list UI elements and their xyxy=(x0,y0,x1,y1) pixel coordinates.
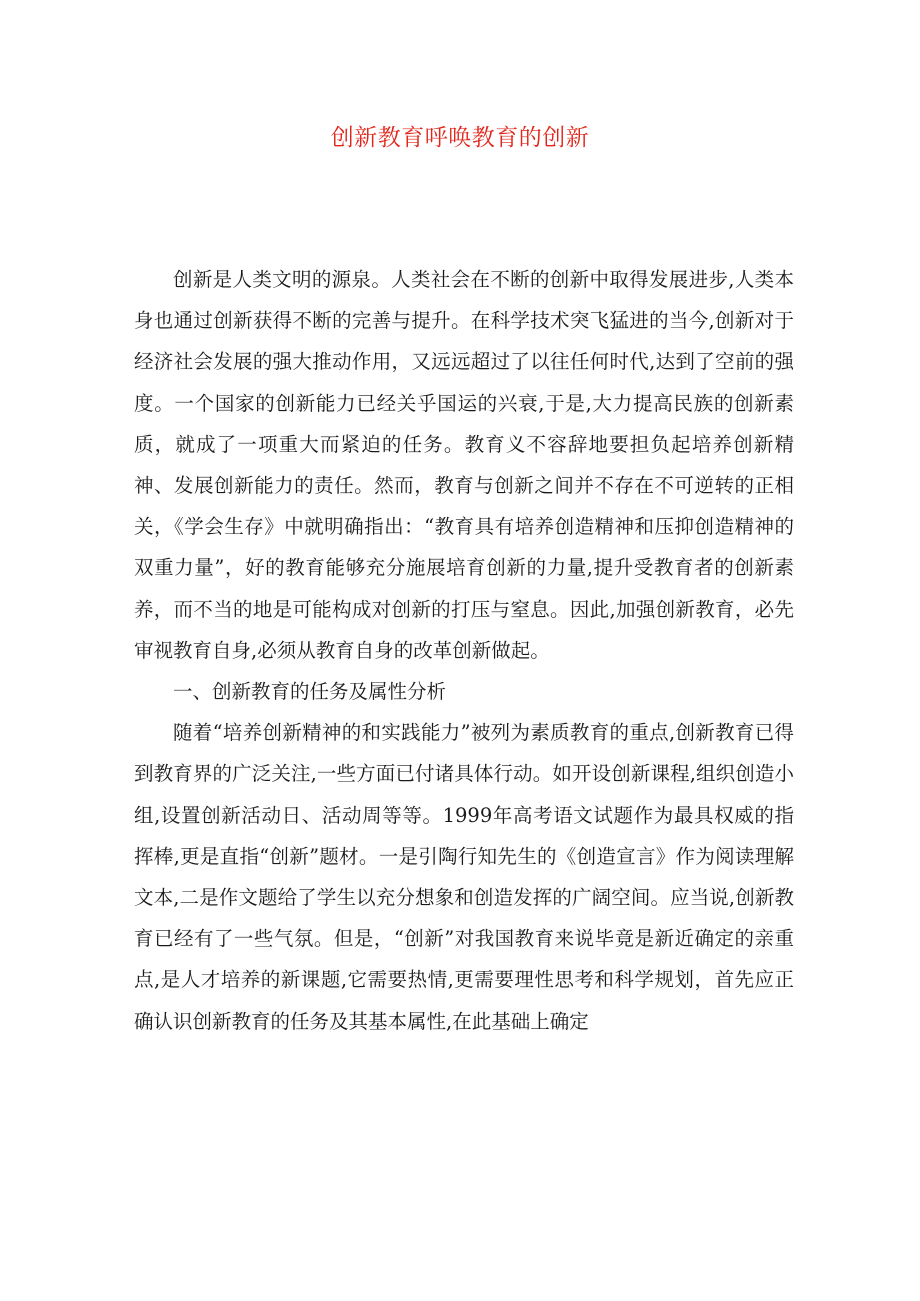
document-title: 创新教育呼唤教育的创新 xyxy=(330,125,590,151)
paragraph-section-one: 随着“培养创新精神的和实践能力”被列为素质教育的重点,创新教育已得到教育界的广泛关注,一些方面已付诸具体行动。如开设创新课程,组织创造小组,设置创新活动日、活动周等等。1999年高考语文试题作为最具权威的指挥棒,更是直指“创新”题材。一是引陶行知先生的《创造宣言》作为阅读理解文本,二是作文题给了学生以充分想象和创造发挥的广阔空间。应当说,创新教育已经有了一些气氛。但是，“创新”对我国教育来说毕竟是新近确定的亲重点,是人才培养的新课题,它需要热情,更需要理性思考和科学规划，首先应正确认识创新教育的任务及其基本属性,在此基础上确定 xyxy=(134,721,794,1033)
document-body xyxy=(134,259,794,1042)
paragraph-intro: 创新是人类文明的源泉。人类社会在不断的创新中取得发展进步,人类本身也通过创新获得不断的完善与提升。在科学技术突飞猛进的当今,创新对于经济社会发展的强大推动作用，又远远超过了以往任何时代,达到了空前的强度。一个国家的创新能力已经关乎国运的兴衰,于是,大力提高民族的创新素质，就成了一项重大而紧迫的任务。教育义不容辞地要担负起培养创新精神、发展创新能力的责任。然而，教育与创新之间并不存在不可逆转的正相关，《学会生存》中就明确指出：“教育具有培养创造精神和压抑创造精神的双重力量”，好的教育能够充分施展培育创新的力量,提升受教育者的创新素养，而不当的地是可能构成对创新的打压与窒息。因此,加强创新教育，必先审视教育自身,必须从教育自身的改革创新做起。 xyxy=(134,268,794,662)
section-heading: 一、创新教育的任务及属性分析 xyxy=(173,680,447,704)
